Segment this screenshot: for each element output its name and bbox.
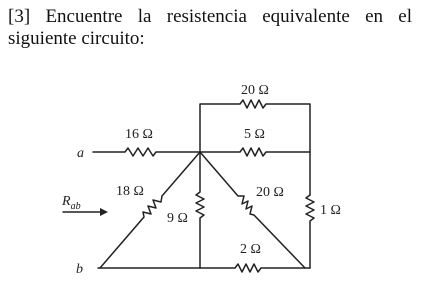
problem-text: Encuentre la resistencia equivalente en el siguiente circuito:	[8, 6, 413, 49]
label-1-ohm: 1 Ω	[320, 203, 341, 218]
label-2-ohm: 2 Ω	[240, 242, 261, 257]
terminal-a-label: a	[77, 146, 84, 161]
label-20-ohm-diagonal: 20 Ω	[256, 185, 284, 200]
problem-number: [3]	[8, 6, 31, 27]
resistor-20-ohm-top	[200, 100, 310, 195]
label-5-ohm: 5 Ω	[244, 127, 265, 142]
label-18-ohm: 18 Ω	[116, 184, 144, 199]
rab-sub: ab	[70, 201, 81, 212]
resistor-18-ohm	[100, 152, 200, 268]
resistor-16-ohm	[93, 148, 200, 156]
resistor-2-ohm	[98, 264, 310, 272]
label-9-ohm: 9 Ω	[167, 211, 188, 226]
terminal-b-label: b	[76, 262, 83, 277]
rab-main: R	[62, 194, 71, 209]
resistor-5-ohm	[200, 148, 310, 156]
rab-label	[61, 194, 81, 212]
resistor-9-ohm	[196, 152, 204, 268]
label-20-ohm-top: 20 Ω	[241, 83, 269, 98]
label-16-ohm: 16 Ω	[125, 127, 153, 142]
resistor-1-ohm	[306, 195, 314, 268]
